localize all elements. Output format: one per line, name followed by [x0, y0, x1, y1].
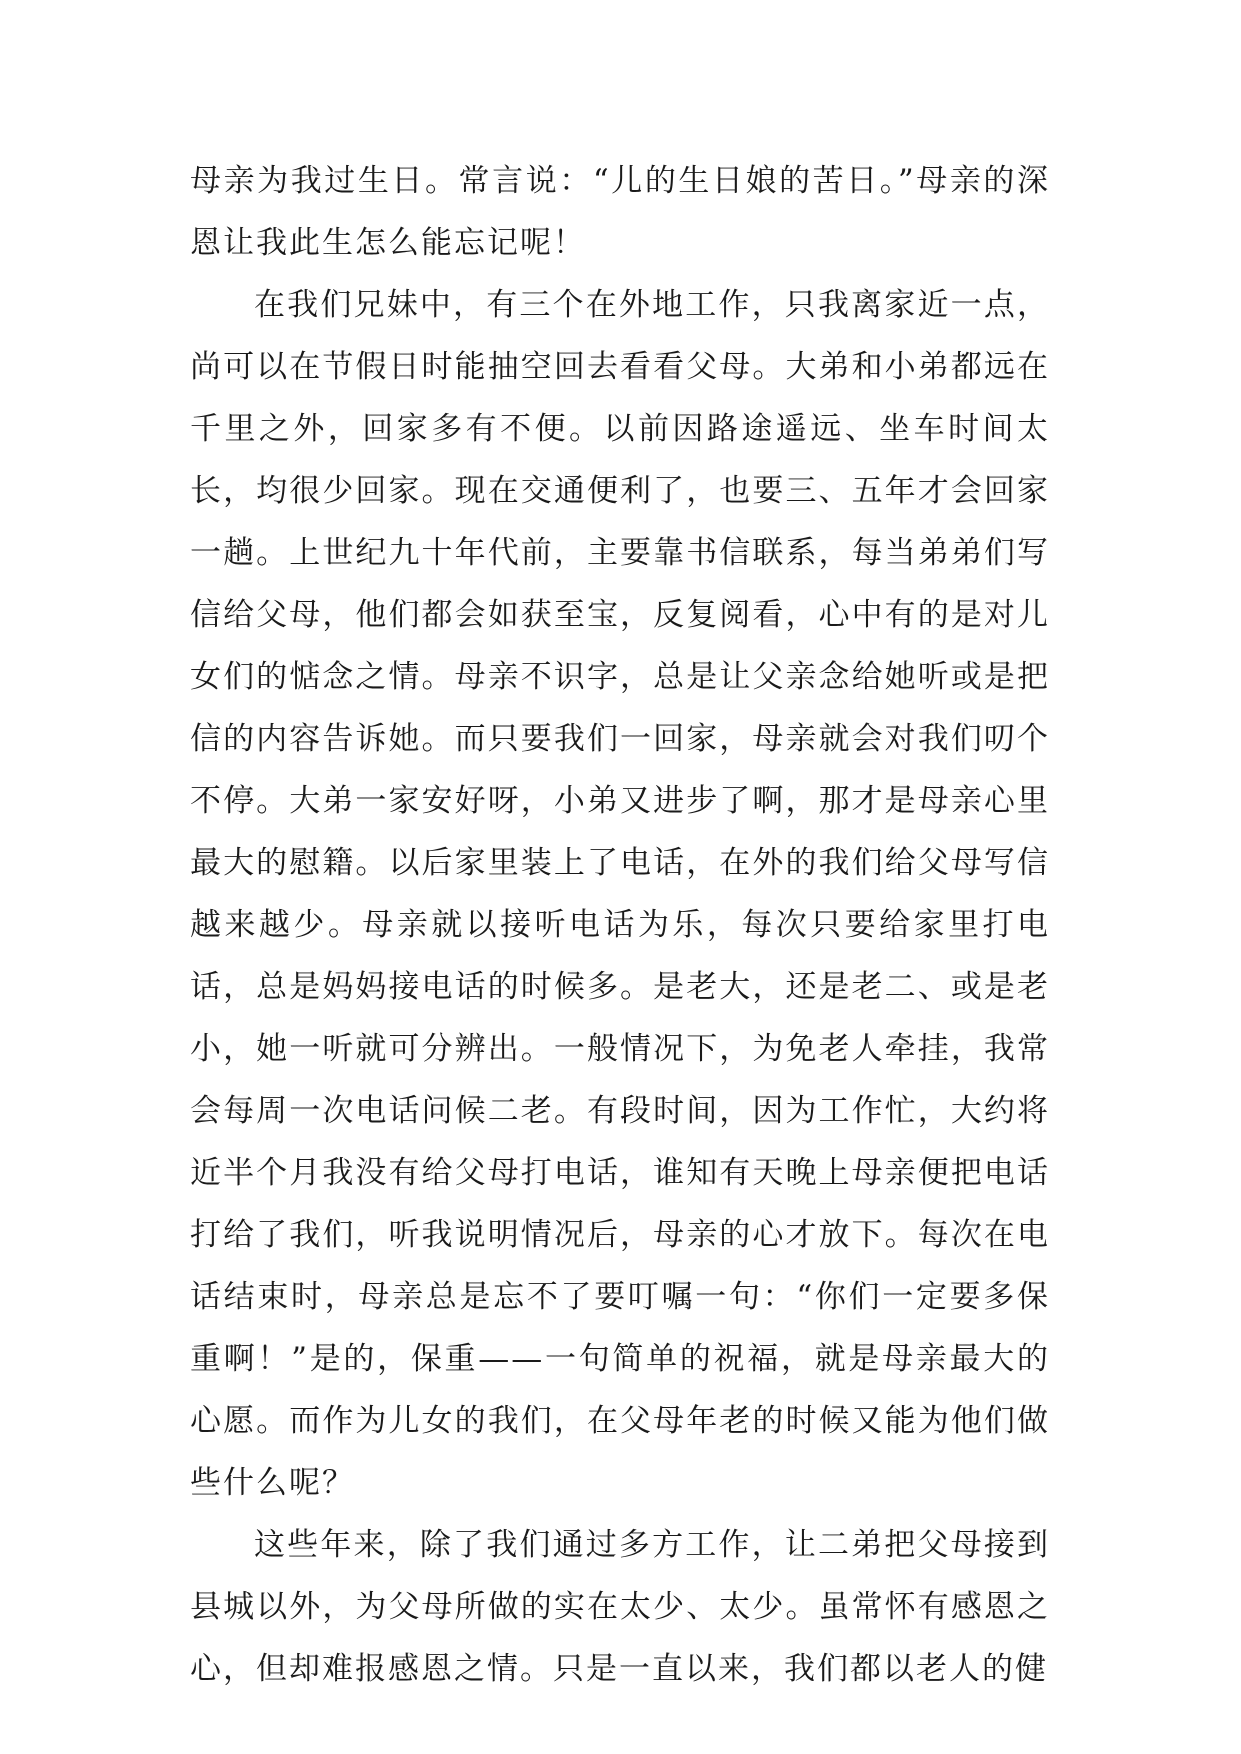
- paragraph-1: 母亲为我过生日。常言说：“儿的生日娘的苦日。”母亲的深恩让我此生怎么能忘记呢！: [190, 163, 1050, 261]
- paragraph-3: 这些年来，除了我们通过多方工作，让二弟把父母接到县城以外，为父母所做的实在太少、太少。虽常怀有感恩之心，但却难报感恩之情。只是一直以来，我们都以老人的健: [190, 1527, 1050, 1687]
- paragraph-2: 在我们兄妹中，有三个在外地工作，只我离家近一点，尚可以在节假日时能抽空回去看看父母。大弟和小弟都远在千里之外，回家多有不便。以前因路途遥远、坐车时间太长，均很少回家。现在交通便利了，也要三、五年才会回家一趟。上世纪九十年代前，主要靠书信联系，每当弟弟们写信给父母，他们都会如获至宝，反复阅看，心中有的是对儿女们的惦念之情。母亲不识字，总是让父亲念给她听或是把信的内容告诉她。而只要我们一回家，母亲就会对我们叨个不停。大弟一家安好呀，小弟又进步了啊，那才是母亲心里最大的慰籍。以后家里装上了电话，在外的我们给父母写信越来越少。母亲就以接听电话为乐，每次只要给家里打电话，总是妈妈接电话的时候多。是老大，还是老二、或是老小，她一听就可分辨出。一般情况下，为免老人牵挂，我常会每周一次电话问候二老。有段时间，因为工作忙，大约将近半个月我没有给父母打电话，谁知有天晚上母亲便把电话打给了我们，听我说明情况后，母亲的心才放下。每次在电话结束时，母亲总是忘不了要叮嘱一句：“你们一定要多保重啊！”是的，保重——一句简单的祝福，就是母亲最大的心愿。而作为儿女的我们，在父母年老的时候又能为他们做些什么呢？: [190, 287, 1050, 1501]
- body-text: [190, 150, 1050, 1700]
